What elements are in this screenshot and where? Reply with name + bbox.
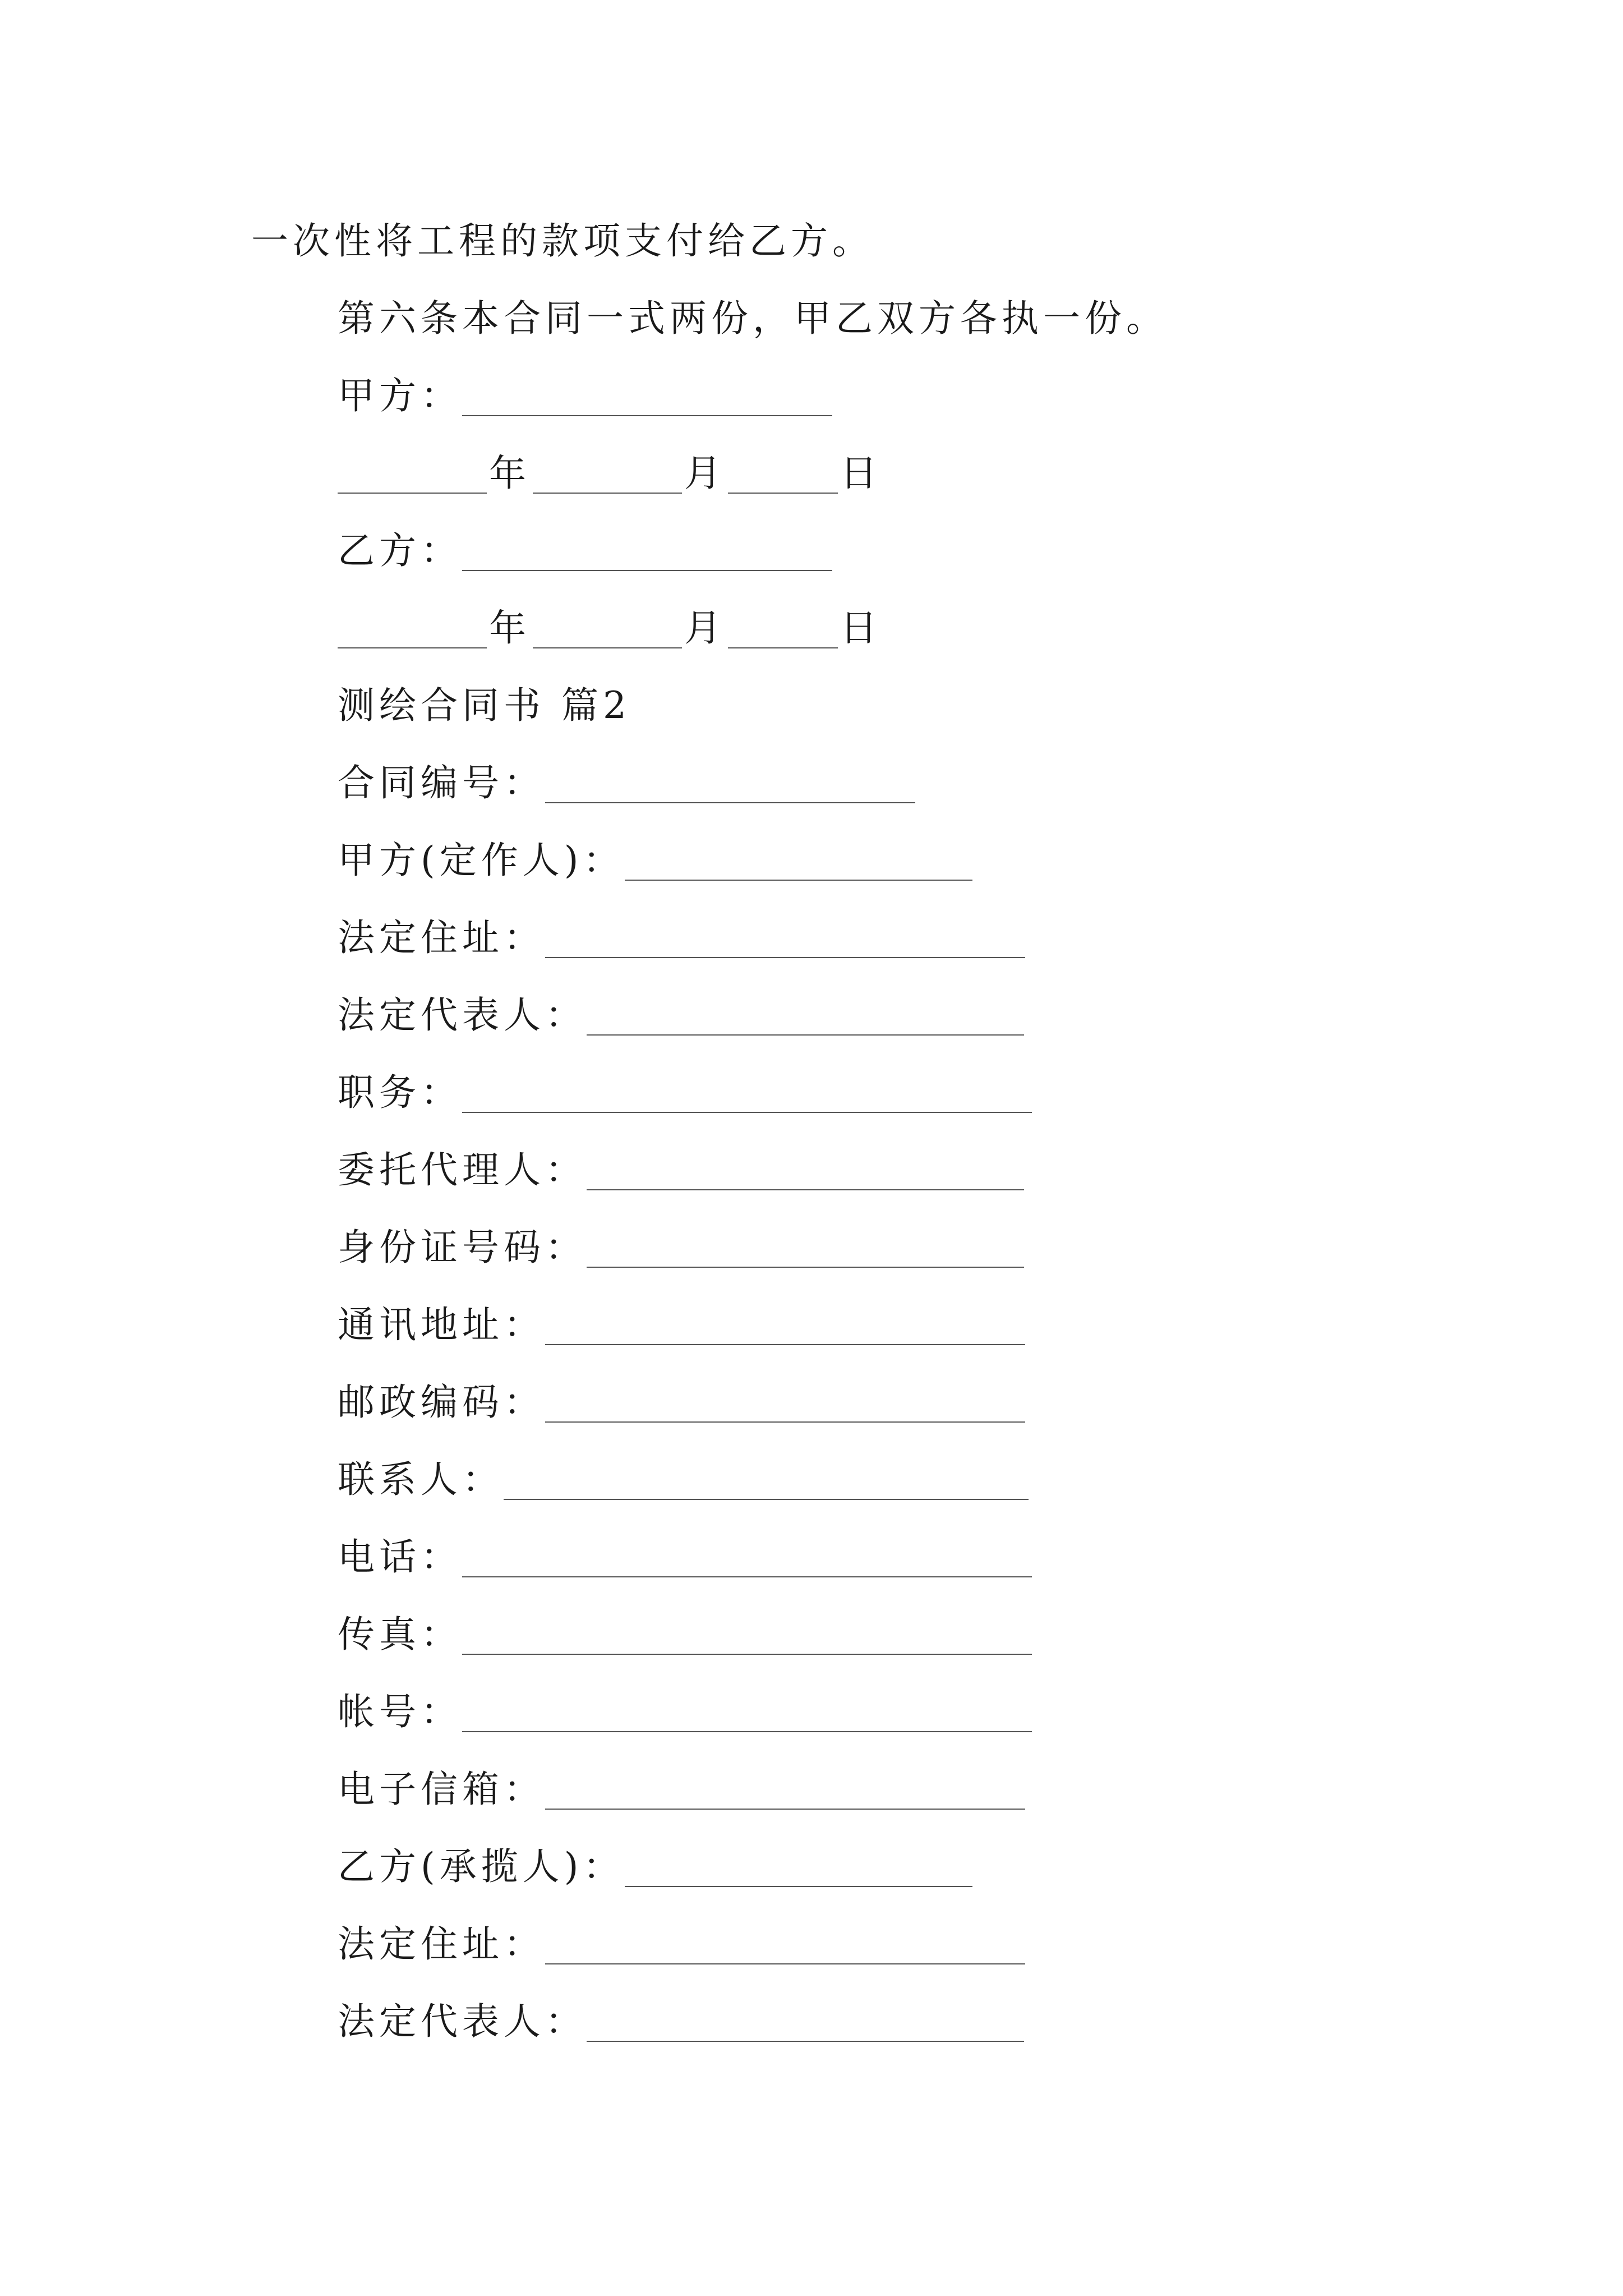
a-mail-address-blank[interactable]	[545, 1338, 1025, 1345]
section-title-text: 测绘合同书 篇2	[338, 684, 631, 727]
b-address-label: 法定住址：	[338, 1922, 545, 1966]
a-agent-row	[338, 1142, 1024, 1198]
a-legal-rep-label: 法定代表人：	[338, 993, 587, 1037]
a-id-no-blank[interactable]	[587, 1261, 1024, 1268]
a-email-row	[338, 1761, 1025, 1818]
section-title	[338, 678, 631, 734]
a-phone-label: 电话：	[338, 1535, 462, 1579]
a-legal-rep-row	[338, 987, 1024, 1043]
date-a-year-blank[interactable]	[338, 487, 487, 494]
a-legal-rep-blank[interactable]	[587, 1029, 1024, 1036]
date-a-month-label: 月	[684, 452, 726, 495]
party-a-label: 甲方(定作人)：	[338, 839, 625, 882]
a-contact-row	[338, 1452, 1029, 1508]
signature-party-b-date-row	[338, 600, 884, 656]
a-mail-address-row	[338, 1297, 1025, 1353]
party-b-label: 乙方(承揽人)：	[338, 1845, 625, 1888]
date-a-month-blank[interactable]	[533, 487, 682, 494]
date-b-year-label: 年	[489, 606, 531, 650]
a-fax-row	[338, 1607, 1032, 1663]
date-a-day-label: 日	[840, 452, 882, 495]
a-email-blank[interactable]	[545, 1803, 1025, 1810]
a-postcode-blank[interactable]	[545, 1416, 1025, 1423]
a-id-no-label: 身份证号码：	[338, 1226, 587, 1269]
a-postcode-label: 邮政编码：	[338, 1381, 545, 1424]
a-address-blank[interactable]	[545, 951, 1025, 958]
date-a-day-blank[interactable]	[728, 487, 838, 494]
signature-party-b-label: 乙方：	[338, 529, 462, 572]
date-b-year-blank[interactable]	[338, 642, 487, 648]
b-address-blank[interactable]	[545, 1958, 1025, 1964]
b-legal-rep-blank[interactable]	[587, 2035, 1024, 2042]
a-contact-blank[interactable]	[504, 1493, 1029, 1500]
a-account-row	[338, 1684, 1032, 1740]
continuation-text: 一次性将工程的款项支付给乙方。	[251, 219, 874, 263]
a-address-label: 法定住址：	[338, 916, 545, 959]
signature-party-b-row	[338, 523, 832, 579]
party-b-blank[interactable]	[625, 1880, 972, 1887]
signature-party-a-date-row	[338, 445, 884, 501]
a-agent-label: 委托代理人：	[338, 1148, 587, 1191]
continuation-paragraph	[251, 213, 874, 269]
a-phone-row	[338, 1529, 1032, 1585]
a-position-blank[interactable]	[462, 1106, 1032, 1113]
a-fax-label: 传真：	[338, 1613, 462, 1656]
contract-no-label: 合同编号：	[338, 761, 545, 804]
a-agent-blank[interactable]	[587, 1184, 1024, 1190]
a-email-label: 电子信箱：	[338, 1768, 545, 1811]
a-id-no-row	[338, 1220, 1024, 1276]
a-phone-blank[interactable]	[462, 1571, 1032, 1577]
a-fax-blank[interactable]	[462, 1648, 1032, 1655]
b-address-row	[338, 1916, 1025, 1972]
contract-no-blank[interactable]	[545, 797, 915, 803]
a-contact-label: 联系人：	[338, 1458, 504, 1501]
signature-party-a-row	[338, 368, 832, 424]
a-account-blank[interactable]	[462, 1726, 1032, 1732]
party-a-row	[338, 832, 972, 889]
b-legal-rep-label: 法定代表人：	[338, 2000, 587, 2043]
date-b-day-label: 日	[840, 606, 882, 650]
article-six-text: 第六条本合同一式两份，甲乙双方各执一份。	[338, 297, 1168, 340]
party-a-blank[interactable]	[625, 874, 972, 881]
a-mail-address-label: 通讯地址：	[338, 1303, 545, 1346]
b-legal-rep-row	[338, 1994, 1024, 2050]
a-position-row	[338, 1065, 1032, 1121]
signature-party-a-blank[interactable]	[462, 409, 832, 416]
contract-no-row	[338, 755, 915, 811]
signature-party-a-label: 甲方：	[338, 374, 462, 417]
a-position-label: 职务：	[338, 1071, 462, 1114]
a-account-label: 帐号：	[338, 1690, 462, 1733]
party-b-row	[338, 1839, 972, 1895]
signature-party-b-blank[interactable]	[462, 564, 832, 571]
date-b-month-label: 月	[684, 606, 726, 650]
a-address-row	[338, 910, 1025, 966]
a-postcode-row	[338, 1374, 1025, 1430]
date-b-month-blank[interactable]	[533, 642, 682, 648]
article-six-paragraph	[338, 291, 1168, 347]
date-a-year-label: 年	[489, 452, 531, 495]
date-b-day-blank[interactable]	[728, 642, 838, 648]
